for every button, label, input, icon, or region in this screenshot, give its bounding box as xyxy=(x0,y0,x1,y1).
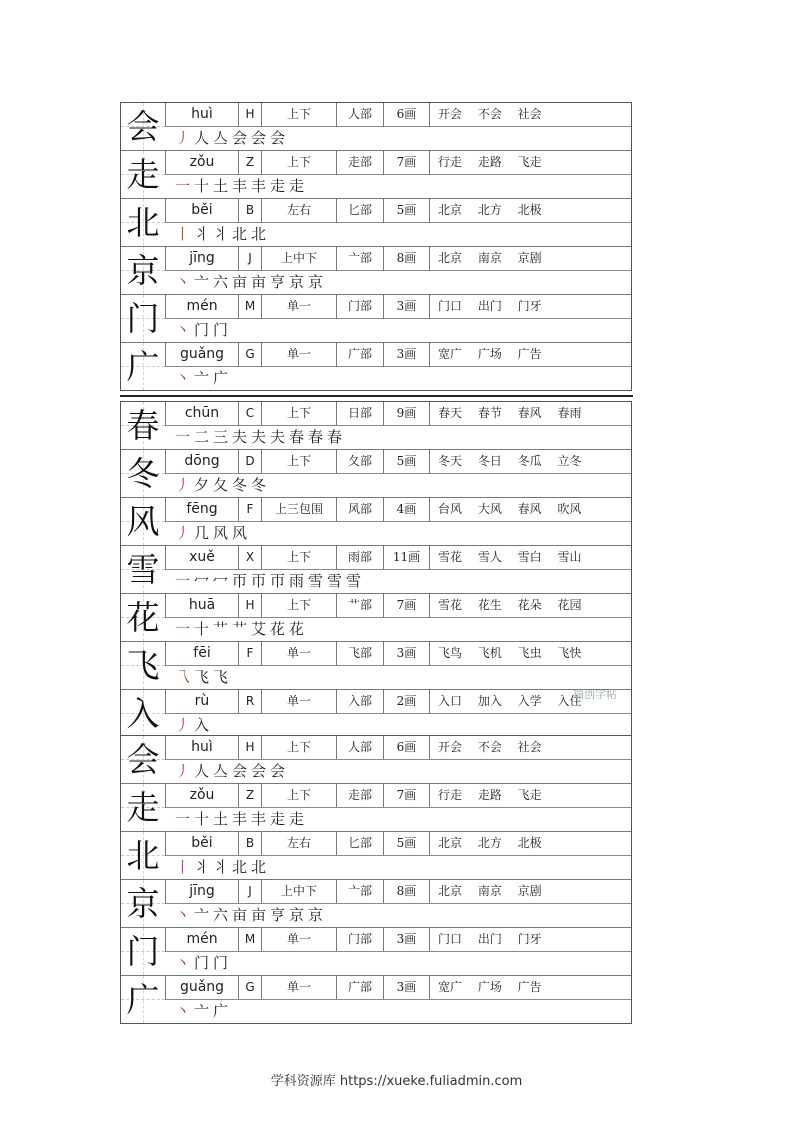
first-stroke: 丶 xyxy=(175,369,195,387)
stroke-sequence: 入 xyxy=(194,716,214,734)
character-info-row xyxy=(165,976,631,1000)
pinyin: dōng xyxy=(166,450,239,473)
large-character: 京 xyxy=(126,884,160,923)
pinyin: mén xyxy=(166,295,239,318)
example-words: 冬天 冬日 冬瓜 立冬 xyxy=(438,454,582,468)
radical: 入部 xyxy=(337,690,384,713)
large-character: 门 xyxy=(126,932,160,971)
example-words: 北京 南京 京剧 xyxy=(438,251,542,265)
example-words: 北京 北方 北极 xyxy=(438,836,542,850)
structure: 单一 xyxy=(262,928,337,951)
large-character: 春 xyxy=(126,406,160,445)
radical: 夂部 xyxy=(337,450,384,473)
character-info-row xyxy=(165,642,631,666)
character-info-row xyxy=(165,832,631,856)
stroke-order xyxy=(175,618,308,641)
radical: 风部 xyxy=(337,498,384,521)
character-entry xyxy=(121,199,631,247)
index-letter: M xyxy=(239,928,262,951)
first-stroke: 丶 xyxy=(175,906,195,924)
stroke-sequence: 丬丬北北 xyxy=(194,225,271,243)
stroke-sequence: 门门 xyxy=(194,954,233,972)
character-info-row xyxy=(165,343,631,367)
first-stroke: 一 xyxy=(175,177,195,195)
structure: 上中下 xyxy=(262,247,337,270)
radical: 艹部 xyxy=(337,594,384,617)
first-stroke: 丶 xyxy=(175,273,195,291)
character-entry xyxy=(121,736,631,784)
stroke-count: 3画 xyxy=(384,343,430,366)
stroke-count: 3画 xyxy=(384,928,430,951)
pinyin: zǒu xyxy=(166,151,239,174)
pinyin: běi xyxy=(166,832,239,855)
stroke-count: 8画 xyxy=(384,880,430,903)
example-words: 北京 北方 北极 xyxy=(438,203,542,217)
first-stroke: 乁 xyxy=(175,668,195,686)
stroke-count: 9画 xyxy=(384,402,430,425)
first-stroke: 丿 xyxy=(175,762,195,780)
stroke-order xyxy=(175,856,270,879)
character-entry xyxy=(121,498,631,546)
example-words: 宽广 广场 广告 xyxy=(438,980,542,994)
radical: 走部 xyxy=(337,784,384,807)
pinyin: guǎng xyxy=(166,343,239,366)
index-letter: Z xyxy=(239,151,262,174)
large-character: 京 xyxy=(126,251,160,290)
large-character: 走 xyxy=(126,788,160,827)
stroke-sequence: 亠六亩亩亨京京 xyxy=(194,906,328,924)
index-letter: Z xyxy=(239,784,262,807)
example-words: 行走 走路 飞走 xyxy=(438,155,542,169)
stroke-order xyxy=(175,426,346,449)
stroke-order xyxy=(175,760,289,783)
structure: 上三包围 xyxy=(262,498,337,521)
watermark: 瑞创字帖 xyxy=(573,688,617,701)
stroke-sequence: 人亼会会会 xyxy=(194,762,290,780)
character-info-row xyxy=(165,295,631,319)
radical: 广部 xyxy=(337,343,384,366)
large-character: 花 xyxy=(126,598,160,637)
stroke-count: 5画 xyxy=(384,199,430,222)
first-stroke: 一 xyxy=(175,810,195,828)
stroke-count: 6画 xyxy=(384,103,430,126)
character-entry xyxy=(121,450,631,498)
large-character: 飞 xyxy=(126,646,160,685)
stroke-order xyxy=(175,952,232,975)
first-stroke: 丿 xyxy=(175,476,195,494)
character-entry xyxy=(121,690,631,737)
structure: 左右 xyxy=(262,199,337,222)
index-letter: M xyxy=(239,295,262,318)
radical: 日部 xyxy=(337,402,384,425)
radical: 门部 xyxy=(337,295,384,318)
index-letter: H xyxy=(239,594,262,617)
sheet-section-2 xyxy=(120,401,632,738)
radical: 走部 xyxy=(337,151,384,174)
character-info-row xyxy=(165,103,631,127)
radical: 飞部 xyxy=(337,642,384,665)
large-character: 会 xyxy=(126,740,160,779)
stroke-order xyxy=(175,666,232,689)
large-character: 北 xyxy=(126,203,160,242)
stroke-order xyxy=(175,808,308,831)
first-stroke: 丿 xyxy=(175,716,195,734)
stroke-sequence: 冖冖帀帀帀雨雪雪雪 xyxy=(194,572,366,590)
section-divider xyxy=(120,395,633,397)
character-entry xyxy=(121,832,631,880)
index-letter: D xyxy=(239,450,262,473)
pinyin: běi xyxy=(166,199,239,222)
example-words: 北京 南京 京剧 xyxy=(438,884,542,898)
pinyin: xuě xyxy=(166,546,239,569)
stroke-count: 7画 xyxy=(384,151,430,174)
character-entry xyxy=(121,247,631,295)
stroke-order xyxy=(175,175,308,198)
pinyin: mén xyxy=(166,928,239,951)
example-words: 春天 春节 春风 春雨 xyxy=(438,406,582,420)
character-entry xyxy=(121,151,631,199)
pinyin: fēi xyxy=(166,642,239,665)
sheet-section-1 xyxy=(120,102,632,391)
pinyin: huì xyxy=(166,103,239,126)
stroke-count: 8画 xyxy=(384,247,430,270)
structure: 单一 xyxy=(262,295,337,318)
stroke-sequence: 亠广 xyxy=(194,369,233,387)
character-info-row xyxy=(165,736,631,760)
character-entry xyxy=(121,928,631,976)
index-letter: F xyxy=(239,642,262,665)
character-info-row xyxy=(165,880,631,904)
example-words: 飞鸟 飞机 飞虫 飞快 xyxy=(438,646,582,660)
structure: 上下 xyxy=(262,736,337,759)
pinyin: chūn xyxy=(166,402,239,425)
example-words: 宽广 广场 广告 xyxy=(438,347,542,361)
stroke-sequence: 飞飞 xyxy=(194,668,233,686)
pinyin: jīng xyxy=(166,247,239,270)
character-info-row xyxy=(165,594,631,618)
large-character: 门 xyxy=(126,299,160,338)
index-letter: X xyxy=(239,546,262,569)
index-letter: H xyxy=(239,103,262,126)
stroke-order xyxy=(175,714,213,737)
index-letter: J xyxy=(239,247,262,270)
structure: 单一 xyxy=(262,642,337,665)
pinyin: guǎng xyxy=(166,976,239,999)
stroke-count: 5画 xyxy=(384,450,430,473)
first-stroke: 一 xyxy=(175,620,195,638)
stroke-order xyxy=(175,522,251,545)
index-letter: C xyxy=(239,402,262,425)
structure: 单一 xyxy=(262,343,337,366)
first-stroke: 一 xyxy=(175,428,195,446)
structure: 上下 xyxy=(262,151,337,174)
index-letter: B xyxy=(239,832,262,855)
character-info-row xyxy=(165,928,631,952)
stroke-sequence: 门门 xyxy=(194,321,233,339)
stroke-sequence: 丬丬北北 xyxy=(194,858,271,876)
stroke-count: 11画 xyxy=(384,546,430,569)
stroke-sequence: 十土丰丰走走 xyxy=(194,810,309,828)
structure: 左右 xyxy=(262,832,337,855)
stroke-sequence: 亠六亩亩亨京京 xyxy=(194,273,328,291)
radical: 人部 xyxy=(337,103,384,126)
character-entry xyxy=(121,594,631,642)
radical: 广部 xyxy=(337,976,384,999)
stroke-order xyxy=(175,223,270,246)
radical: 门部 xyxy=(337,928,384,951)
stroke-count: 5画 xyxy=(384,832,430,855)
stroke-count: 3画 xyxy=(384,976,430,999)
stroke-count: 7画 xyxy=(384,784,430,807)
index-letter: H xyxy=(239,736,262,759)
first-stroke: 丨 xyxy=(175,858,195,876)
radical: 人部 xyxy=(337,736,384,759)
character-entry xyxy=(121,103,631,151)
character-info-row xyxy=(165,151,631,175)
character-info-row xyxy=(165,450,631,474)
large-character: 广 xyxy=(126,347,160,386)
example-words: 门口 出门 门牙 xyxy=(438,299,542,313)
large-character: 走 xyxy=(126,155,160,194)
first-stroke: 丶 xyxy=(175,1002,195,1020)
stroke-count: 4画 xyxy=(384,498,430,521)
stroke-count: 3画 xyxy=(384,642,430,665)
pinyin: rù xyxy=(166,690,239,713)
character-entry xyxy=(121,402,631,450)
stroke-sequence: 二三夫夫夫春春春 xyxy=(194,428,347,446)
character-entry xyxy=(121,295,631,343)
example-words: 门口 出门 门牙 xyxy=(438,932,542,946)
pinyin: huā xyxy=(166,594,239,617)
first-stroke: 丶 xyxy=(175,321,195,339)
character-entry xyxy=(121,880,631,928)
example-words: 雪花 花生 花朵 花园 xyxy=(438,598,582,612)
structure: 上下 xyxy=(262,546,337,569)
character-info-row xyxy=(165,784,631,808)
radical: 匕部 xyxy=(337,832,384,855)
footer-source: 学科资源库 https://xueke.fuliadmin.com xyxy=(270,1074,523,1089)
first-stroke: 丿 xyxy=(175,129,195,147)
character-info-row xyxy=(165,247,631,271)
character-entry xyxy=(121,784,631,832)
stroke-sequence: 亠广 xyxy=(194,1002,233,1020)
example-words: 入口 加入 入学 入住 xyxy=(438,694,582,708)
first-stroke: 丶 xyxy=(175,954,195,972)
structure: 单一 xyxy=(262,976,337,999)
example-words: 开会 不会 社会 xyxy=(438,740,542,754)
first-stroke: 丿 xyxy=(175,524,195,542)
index-letter: R xyxy=(239,690,262,713)
example-words: 台风 大风 春风 吹风 xyxy=(438,502,582,516)
index-letter: B xyxy=(239,199,262,222)
large-character: 入 xyxy=(126,694,160,733)
character-entry xyxy=(121,642,631,690)
large-character: 风 xyxy=(126,502,160,541)
first-stroke: 丨 xyxy=(175,225,195,243)
stroke-count: 6画 xyxy=(384,736,430,759)
radical: 亠部 xyxy=(337,247,384,270)
structure: 上下 xyxy=(262,450,337,473)
radical: 匕部 xyxy=(337,199,384,222)
first-stroke: 一 xyxy=(175,572,195,590)
index-letter: G xyxy=(239,343,262,366)
index-letter: J xyxy=(239,880,262,903)
character-info-row xyxy=(165,546,631,570)
large-character: 广 xyxy=(126,980,160,1019)
structure: 单一 xyxy=(262,690,337,713)
stroke-order xyxy=(175,271,327,294)
stroke-count: 3画 xyxy=(384,295,430,318)
radical: 亠部 xyxy=(337,880,384,903)
sheet-section-3 xyxy=(120,735,632,1024)
stroke-count: 2画 xyxy=(384,690,430,713)
stroke-order xyxy=(175,570,365,593)
character-info-row xyxy=(165,402,631,426)
stroke-sequence: 十土丰丰走走 xyxy=(194,177,309,195)
pinyin: jīng xyxy=(166,880,239,903)
structure: 上中下 xyxy=(262,880,337,903)
stroke-order xyxy=(175,367,232,390)
pinyin: huì xyxy=(166,736,239,759)
stroke-order xyxy=(175,319,232,342)
structure: 上下 xyxy=(262,594,337,617)
character-entry xyxy=(121,976,631,1023)
stroke-order xyxy=(175,127,289,150)
index-letter: G xyxy=(239,976,262,999)
stroke-count: 7画 xyxy=(384,594,430,617)
structure: 上下 xyxy=(262,784,337,807)
stroke-sequence: 十艹艹艾花花 xyxy=(194,620,309,638)
stroke-sequence: 夕夂冬冬 xyxy=(194,476,271,494)
structure: 上下 xyxy=(262,103,337,126)
stroke-order xyxy=(175,904,327,927)
character-info-row xyxy=(165,498,631,522)
large-character: 雪 xyxy=(126,550,160,589)
example-words: 雪花 雪人 雪白 雪山 xyxy=(438,550,582,564)
character-info-row xyxy=(165,199,631,223)
character-entry xyxy=(121,343,631,390)
stroke-order xyxy=(175,474,270,497)
example-words: 开会 不会 社会 xyxy=(438,107,542,121)
index-letter: F xyxy=(239,498,262,521)
large-character: 冬 xyxy=(126,454,160,493)
stroke-sequence: 几风风 xyxy=(194,524,252,542)
structure: 上下 xyxy=(262,402,337,425)
large-character: 北 xyxy=(126,836,160,875)
pinyin: zǒu xyxy=(166,784,239,807)
stroke-sequence: 人亼会会会 xyxy=(194,129,290,147)
example-words: 行走 走路 飞走 xyxy=(438,788,542,802)
character-info-row xyxy=(165,690,631,714)
stroke-order xyxy=(175,1000,232,1023)
pinyin: fēng xyxy=(166,498,239,521)
radical: 雨部 xyxy=(337,546,384,569)
character-entry xyxy=(121,546,631,594)
large-character: 会 xyxy=(126,107,160,146)
